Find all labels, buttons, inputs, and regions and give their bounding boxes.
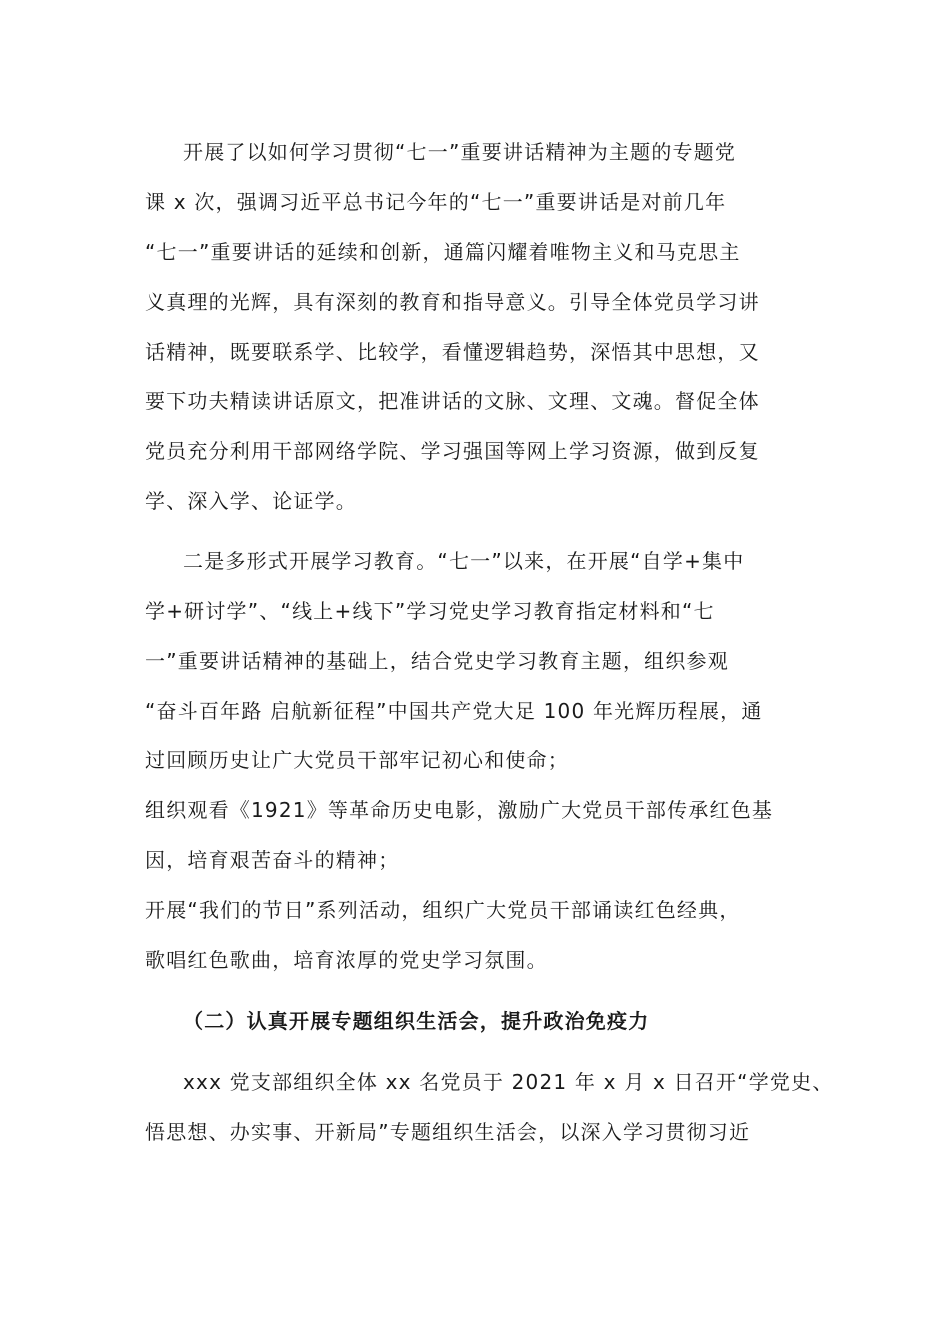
section-heading: （二）认真开展专题组织生活会，提升政治免疫力: [183, 1009, 650, 1033]
paragraph-line: 开展“我们的节日”系列活动，组织广大党员干部诵读红色经典，: [145, 898, 741, 922]
paragraph-line: 因，培育艰苦奋斗的精神；: [145, 848, 400, 872]
paragraph-line: 二是多形式开展学习教育。“七一”以来，在开展“自学+集中: [183, 549, 745, 573]
paragraph-line: 义真理的光辉，具有深刻的教育和指导意义。引导全体党员学习讲: [145, 290, 760, 314]
paragraph-line: 悟思想、办实事、开新局”专题组织生活会，以深入学习贯彻习近: [145, 1120, 751, 1144]
paragraph-line: 一”重要讲话精神的基础上，结合党史学习教育主题，组织参观: [145, 649, 729, 673]
paragraph-line: 学、深入学、论证学。: [145, 489, 357, 513]
paragraph-line: 党员充分利用干部网络学院、学习强国等网上学习资源，做到反复: [145, 439, 760, 463]
paragraph-line: “七一”重要讲话的延续和创新，通篇闪耀着唯物主义和马克思主: [145, 240, 741, 264]
paragraph-line: xxx 党支部组织全体 xx 名党员于 2021 年 x 月 x 日召开“学党史、: [183, 1070, 834, 1094]
paragraph-line: 过回顾历史让广大党员干部牢记初心和使命；: [145, 748, 569, 772]
paragraph-line: 歌唱红色歌曲，培育浓厚的党史学习氛围。: [145, 948, 548, 972]
paragraph-line: 组织观看《1921》等革命历史电影，激励广大党员干部传承红色基: [145, 798, 774, 822]
paragraph-line: 课 x 次，强调习近平总书记今年的“七一”重要讲话是对前几年: [145, 190, 727, 214]
paragraph-line: “奋斗百年路 启航新征程”中国共产党大足 100 年光辉历程展，通: [145, 699, 763, 723]
paragraph-line: 学+研讨学”、“线上+线下”学习党史学习教育指定材料和“七: [145, 599, 715, 623]
paragraph-line: 话精神，既要联系学、比较学，看懂逻辑趋势，深悟其中思想，又: [145, 340, 760, 364]
paragraph-line: 要下功夫精读讲话原文，把准讲话的文脉、文理、文魂。督促全体: [145, 389, 760, 413]
paragraph-line: 开展了以如何学习贯彻“七一”重要讲话精神为主题的专题党: [183, 140, 737, 164]
